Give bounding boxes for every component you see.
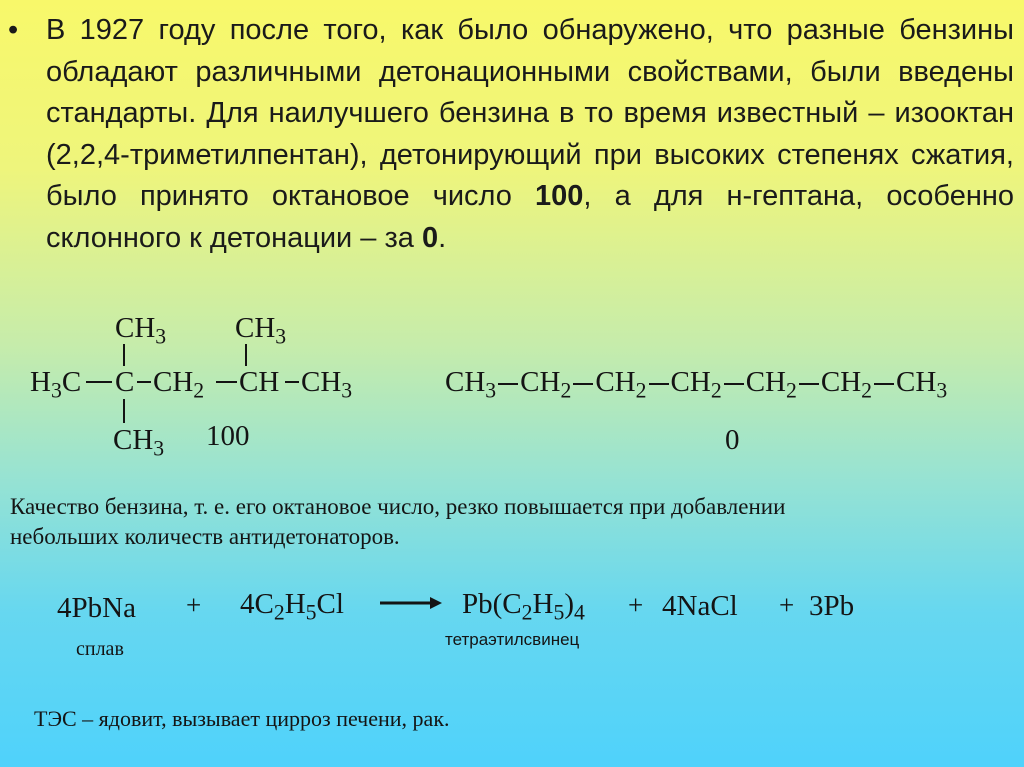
product-4nacl: 4NaCl — [662, 590, 738, 622]
heptane-group: $CH_2$ — [595, 366, 647, 403]
heptane-bond — [724, 383, 744, 385]
isooctane-ch3-top-left: $CH_3$ — [115, 312, 167, 349]
isooctane-octane-number: 100 — [206, 420, 250, 452]
heptane-bond — [874, 383, 894, 385]
label-tetraethyllead: тетраэтилсвинец — [445, 630, 580, 649]
bond-horizontal-2 — [137, 381, 151, 383]
heptane-group: $CH_3$ — [896, 366, 948, 403]
paragraph-text-2: , а для н-гептана, особенно склонного к детонации – за — [46, 180, 1014, 254]
bond-vertical-1 — [123, 344, 125, 366]
isooctane-ch2: $CH_2$ — [153, 366, 205, 403]
plus-sign-3: + — [779, 590, 795, 620]
reactant-4pbna: 4PbNa — [57, 592, 136, 624]
paragraph-text-1: В 1927 году после того, как было обнаружено, что разные бензины обладают различными детонационными свойствами, были введены стандарты. Для наилучшего бензина в то время известный – изооктан (2,2,4-триметилпентан), детонирующий при высоких степенях сжатия, было принято октановое число — [46, 14, 1014, 212]
footnote-tes-toxic: ТЭС – ядовит, вызывает цирроз печени, рак. — [34, 706, 450, 731]
bullet-icon: • — [8, 14, 19, 46]
heptane-octane-number: 0 — [725, 424, 740, 456]
product-3pb: 3Pb — [809, 590, 855, 622]
quality-line-1: Качество бензина, т. е. его октановое число, резко повышается при добавлении — [10, 494, 786, 519]
heptane-bond — [649, 383, 669, 385]
isooctane-ch3-bottom: $CH_3$ — [113, 424, 165, 461]
isooctane-quaternary-c: C — [115, 366, 135, 398]
octane-100-bold: 100 — [535, 180, 584, 212]
heptane-bond — [573, 383, 593, 385]
label-alloy: сплав — [76, 638, 124, 660]
isooctane-h3c: $H_3C$ — [30, 366, 82, 403]
plus-sign-2: + — [628, 590, 644, 620]
reaction-arrow-icon — [380, 595, 442, 611]
intro-paragraph — [8, 10, 1014, 259]
octane-0-bold: 0 — [421, 221, 439, 254]
isooctane-ch: CH — [239, 366, 280, 398]
heptane-formula — [445, 366, 948, 403]
bond-horizontal-1 — [86, 381, 112, 383]
bond-horizontal-3 — [216, 381, 237, 383]
quality-text — [10, 492, 785, 552]
paragraph-text-3: . — [438, 221, 447, 254]
heptane-bond — [799, 383, 819, 385]
bond-vertical-3 — [123, 399, 125, 423]
heptane-group: $CH_2$ — [670, 366, 722, 403]
heptane-group: $CH_3$ — [445, 366, 497, 403]
plus-sign-1: + — [186, 590, 202, 620]
reactant-4c2h5cl: $4C_2H_5Cl$ — [240, 588, 344, 625]
quality-line-2: небольших количеств антидетонаторов. — [10, 524, 400, 549]
bond-vertical-2 — [245, 344, 247, 366]
heptane-group: $CH_2$ — [745, 366, 797, 403]
heptane-group: $CH_2$ — [820, 366, 873, 403]
isooctane-ch3-right: $CH_3$ — [301, 366, 353, 403]
heptane-group: $CH_2$ — [520, 366, 572, 403]
isooctane-ch3-top-right: $CH_3$ — [235, 312, 287, 349]
heptane-bond — [498, 383, 518, 385]
bond-horizontal-4 — [285, 381, 299, 383]
product-tetraethyllead: $Pb(C_2H_5)_4$ — [462, 588, 585, 625]
